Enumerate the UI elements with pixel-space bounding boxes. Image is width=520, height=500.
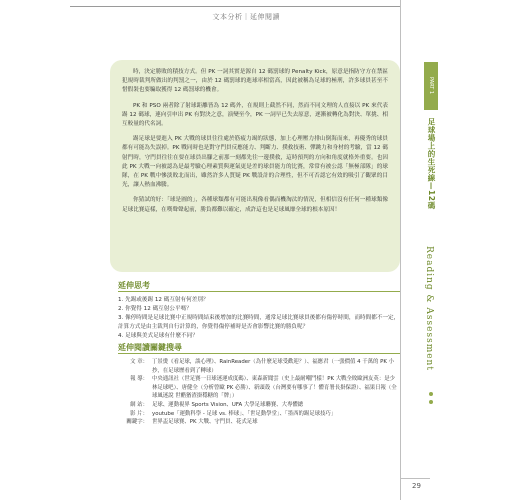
question-item: 1. 先踢或後踢 12 碼互射有何差別？ — [118, 297, 209, 303]
reading-item — [118, 418, 400, 427]
page-number: 29 — [412, 482, 421, 490]
page-header — [0, 0, 400, 28]
passage-paragraph: PK 和 PSO 兩者除了射球距離皆為 12 碼外，在規則上截然不同，然而不同文理的人直接以 PK 來代表踢 12 碼球，連向引申出 PK 有對決之意，演變至今，PK 一詞早已失去原意，逐漸被轉化為對決、單挑、相互較量的代名詞。 — [122, 102, 388, 128]
reading-item-label: 關鍵字： — [126, 419, 148, 426]
section-rule — [118, 353, 400, 354]
passage-paragraph: 時，決定勝敗的積技方式。但 PK 一詞其實是源自 12 碼罰球的 Penalty Kick，原意是指防守方在禁區犯規時裁判所做出的判罰之一，由於 12 碼罰球的進球率相當高，因此被稱為足球的極刑，許多球員甚至不惜假裝也要騙取獲得 12 碼罰球的機會。 — [122, 69, 388, 94]
header-divider — [70, 6, 400, 7]
footer-rule — [400, 478, 430, 479]
reading-item-label: 報 導： — [130, 376, 148, 383]
reading-item — [118, 358, 400, 375]
reading-item — [118, 401, 400, 410]
decor-dot — [429, 392, 433, 396]
reading-item — [118, 410, 400, 419]
reading-section-title: 延伸閱讀關鍵搜尋 — [118, 343, 182, 352]
decor-dot — [429, 400, 433, 404]
reading-list — [118, 358, 400, 427]
chapter-side-title: 足球場上的生死線—12碼 — [427, 118, 436, 210]
reading-item-label: 影 片： — [130, 410, 148, 417]
part-tab: PART 1 — [424, 62, 438, 110]
passage-box — [110, 60, 400, 272]
reading-item-content: 中央通訊社（世足賽一日球迷運成度碼）、東森新聞雲（史上最耐嘲鬥樣！PK 大戰全敗歐洲友英：是少林足球吧）、唐健全（分析曾歐 PK 必勝）、新頭殼（台灣要有哪事了！體育署長掛保證）、福果日報（全球風迷說 世醋猶渣掛穩糖的「牌」） — [152, 376, 397, 400]
section-rule — [118, 291, 400, 292]
reading-item-label: 網 站： — [130, 401, 148, 408]
reading-item-content: youtube「運動科學 - 足球 vs. 棒球」、「世足動學堂」、「墨西的踢足球技巧」 — [152, 410, 337, 417]
reading-item-content: 世界盃足球賽、PK 大戰、守門員、花式足球 — [152, 419, 258, 426]
reading-item-content: 丁景燙《看足球，談心理》、RainReader（為什麼足球受歡迎？）、福應君（一張價值 4 千萬的 PK 小抄，在足球歷看到了轉球） — [152, 359, 395, 374]
reading-item-label: 文 章： — [130, 359, 148, 365]
reading-item-content: 足球、運動視界 Sports Vision、UFA 大學足球聯賽、大專體總 — [152, 401, 304, 408]
question-item: 2. 你覺得 12 碼互射公平嗎？ — [118, 306, 192, 312]
passage-paragraph: 踢足球是要進入 PK 大戰的球員往往處於筋疲力竭的狀態，加上心理壓力排山倒海而來，再優秀的球員都有可能為失誤掉。PK 戰同時也是對守門員反應能力、判斷力、撲救技術、彈跳力和身材的考驗，當 12 碼射門時，守門員往往在要在球員出腳之前那一刻都先往一邊撲救，這時預判的方向和角度就格外重要。也因此 PK 大戰一向被認為是最考驗心理素質與運氣更是差的球員能力的比賽，常常有被公認「無極部隊」的球隊，在 PK 戰中慘淡敗北而出，雖然許多人質疑 PK 戰設計的合理性，但不可否認它有效的吸引了觀眾的目光，讓人熱血沸騰。 — [122, 136, 388, 189]
margin-divider — [400, 0, 401, 500]
thinking-section-title: 延伸思考 — [118, 281, 150, 290]
section-side-label: Reading & Assessment — [424, 246, 434, 371]
passage-paragraph: 你猜試的好：「球是圓的」，各種球類都有可能出現像看偶而機淘汰的情況，但相信沒有任何一種球類像足球比賽這樣，在嘆聲聲起前，勝負都難以確定，成許這也是足球風靡全球的根本原因！ — [122, 197, 388, 213]
question-item: 3. 像停時間是足球比賽中正規時間結束後增加的比賽時間，通常足球比賽球員後都有傷停時間，而時間都不一定，計算方式是由主裁判自行計算的，你覺得傷停補時是否會影響比賽的勝負呢？ — [118, 315, 400, 330]
reading-item — [118, 375, 400, 401]
question-list — [118, 296, 400, 341]
running-header: 文本分析｜延伸閱讀 — [212, 13, 280, 21]
question-item: 4. 足球與美式足球有什麼不同？ — [118, 333, 198, 339]
